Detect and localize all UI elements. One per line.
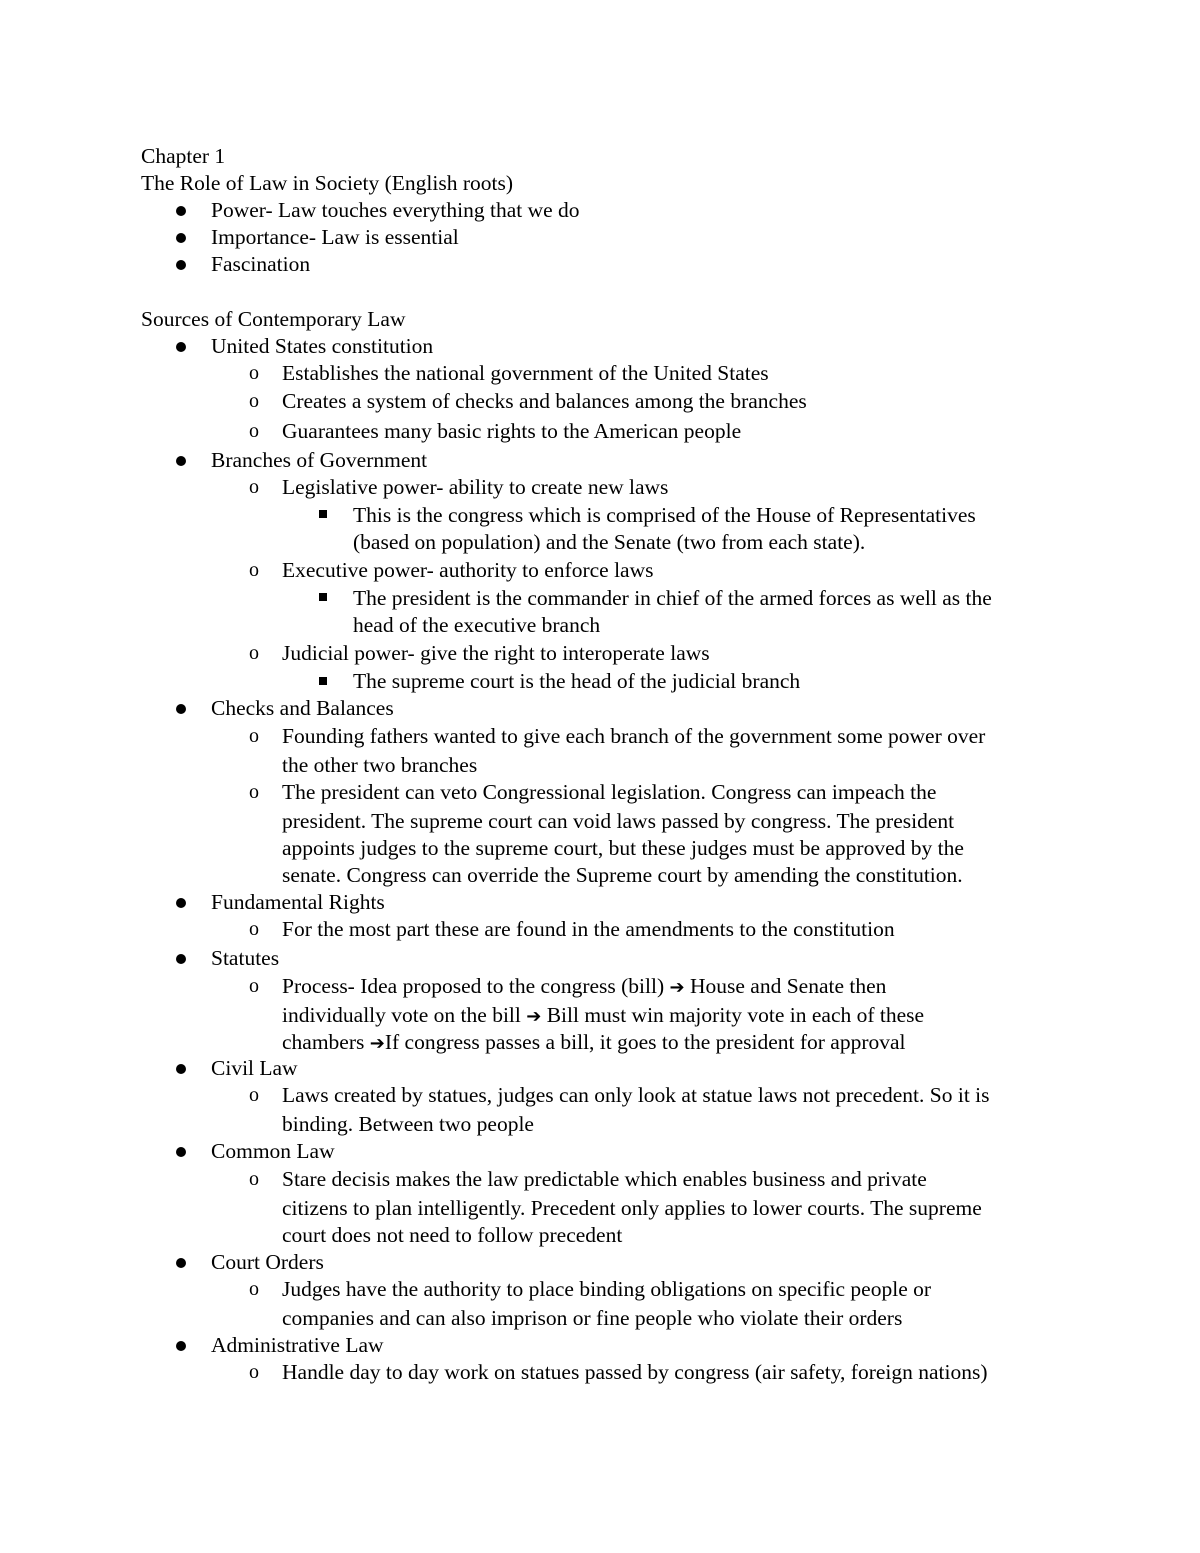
list-item: Statutes — [211, 946, 280, 970]
list-item: Fascination — [211, 252, 311, 276]
list-subitem-continued: president. The supreme court can void laws passed by congress. The president — [282, 809, 955, 833]
list-subitem-continued: court does not need to follow precedent — [282, 1223, 623, 1247]
list-subitem: Guarantees many basic rights to the American people — [282, 419, 742, 443]
statute-process-start: Process- Idea proposed to the congress (bill) — [282, 974, 665, 998]
circle-bullet-icon: o — [249, 476, 259, 498]
list-subitem: Stare decisis makes the law predictable which enables business and private — [282, 1167, 927, 1191]
bullet-icon — [176, 898, 186, 908]
list-subitem: The president can veto Congressional legislation. Congress can impeach the — [282, 780, 937, 804]
list-subsubitem-continued: head of the executive branch — [353, 613, 601, 637]
square-bullet-icon — [319, 510, 327, 518]
section-heading-sources: Sources of Contemporary Law — [141, 307, 406, 331]
circle-bullet-icon: o — [249, 1361, 259, 1383]
list-item: Court Orders — [211, 1250, 324, 1274]
list-item: Common Law — [211, 1139, 335, 1163]
list-subsubitem-continued: (based on population) and the Senate (two from each state). — [353, 530, 866, 554]
section-heading-role-of-law: The Role of Law in Society (English roots) — [141, 171, 513, 195]
statute-process-chambers: chambers — [282, 1030, 365, 1054]
list-subitem: Creates a system of checks and balances among the branches — [282, 389, 807, 413]
bullet-icon — [176, 1341, 186, 1351]
bullet-icon — [176, 456, 186, 466]
list-subitem: Handle day to day work on statues passed by congress (air safety, foreign nations) — [282, 1360, 988, 1384]
bullet-icon — [176, 1064, 186, 1074]
bullet-icon — [176, 206, 186, 216]
list-item: Civil Law — [211, 1056, 298, 1080]
list-subsubitem: The president is the commander in chief of the armed forces as well as the — [353, 586, 992, 610]
arrow-right-icon: ➔ — [526, 1006, 542, 1027]
list-subitem-continued: citizens to plan intelligently. Precedent only applies to lower courts. The supreme — [282, 1196, 982, 1220]
circle-bullet-icon: o — [249, 642, 259, 664]
list-subitem-continued: appoints judges to the supreme court, but these judges must be approved by the — [282, 836, 964, 860]
list-subitem: Laws created by statues, judges can only look at statue laws not precedent. So it is — [282, 1083, 990, 1107]
list-subitem — [282, 973, 886, 1001]
list-subsubitem: This is the congress which is comprised of the House of Representatives — [353, 503, 976, 527]
circle-bullet-icon: o — [249, 559, 259, 581]
list-subitem: For the most part these are found in the amendments to the constitution — [282, 917, 895, 941]
arrow-right-icon: ➔ — [669, 977, 685, 998]
list-item: Fundamental Rights — [211, 890, 385, 914]
square-bullet-icon — [319, 677, 327, 685]
list-subitem-continued: the other two branches — [282, 753, 478, 777]
statute-process-house-senate: House and Senate then — [689, 974, 887, 998]
list-item: Administrative Law — [211, 1333, 384, 1357]
circle-bullet-icon: o — [249, 1084, 259, 1106]
list-item: Power- Law touches everything that we do — [211, 198, 580, 222]
list-subsubitem: The supreme court is the head of the judicial branch — [353, 669, 801, 693]
arrow-right-icon: ➔ — [369, 1033, 385, 1054]
bullet-icon — [176, 1147, 186, 1157]
circle-bullet-icon: o — [249, 781, 259, 803]
list-subitem-continued: binding. Between two people — [282, 1112, 534, 1136]
bullet-icon — [176, 954, 186, 964]
list-subitem-continued — [282, 1029, 906, 1057]
statute-process-vote: individually vote on the bill — [282, 1003, 521, 1027]
circle-bullet-icon: o — [249, 1278, 259, 1300]
list-item: Importance- Law is essential — [211, 225, 459, 249]
bullet-icon — [176, 260, 186, 270]
list-subitem: Legislative power- ability to create new laws — [282, 475, 669, 499]
bullet-icon — [176, 342, 186, 352]
list-item: Checks and Balances — [211, 696, 394, 720]
statute-process-president: If congress passes a bill, it goes to the president for approval — [384, 1030, 906, 1054]
list-item: United States constitution — [211, 334, 434, 358]
list-subitem: Judicial power- give the right to interoperate laws — [282, 641, 710, 665]
list-subitem: Founding fathers wanted to give each branch of the government some power over — [282, 724, 986, 748]
bullet-icon — [176, 704, 186, 714]
list-subitem-continued: companies and can also imprison or fine people who violate their orders — [282, 1306, 903, 1330]
list-subitem-continued — [282, 1002, 924, 1030]
list-subitem: Executive power- authority to enforce laws — [282, 558, 654, 582]
list-item: Branches of Government — [211, 448, 428, 472]
chapter-title: Chapter 1 — [141, 144, 226, 168]
circle-bullet-icon: o — [249, 390, 259, 412]
circle-bullet-icon: o — [249, 1168, 259, 1190]
bullet-icon — [176, 233, 186, 243]
list-subitem: Establishes the national government of the United States — [282, 361, 769, 385]
circle-bullet-icon: o — [249, 918, 259, 940]
list-subitem-continued: senate. Congress can override the Supreme court by amending the constitution. — [282, 863, 963, 887]
circle-bullet-icon: o — [249, 725, 259, 747]
circle-bullet-icon: o — [249, 975, 259, 997]
list-subitem: Judges have the authority to place binding obligations on specific people or — [282, 1277, 932, 1301]
bullet-icon — [176, 1258, 186, 1268]
circle-bullet-icon: o — [249, 362, 259, 384]
statute-process-majority: Bill must win majority vote in each of these — [546, 1003, 925, 1027]
circle-bullet-icon: o — [249, 420, 259, 442]
square-bullet-icon — [319, 593, 327, 601]
